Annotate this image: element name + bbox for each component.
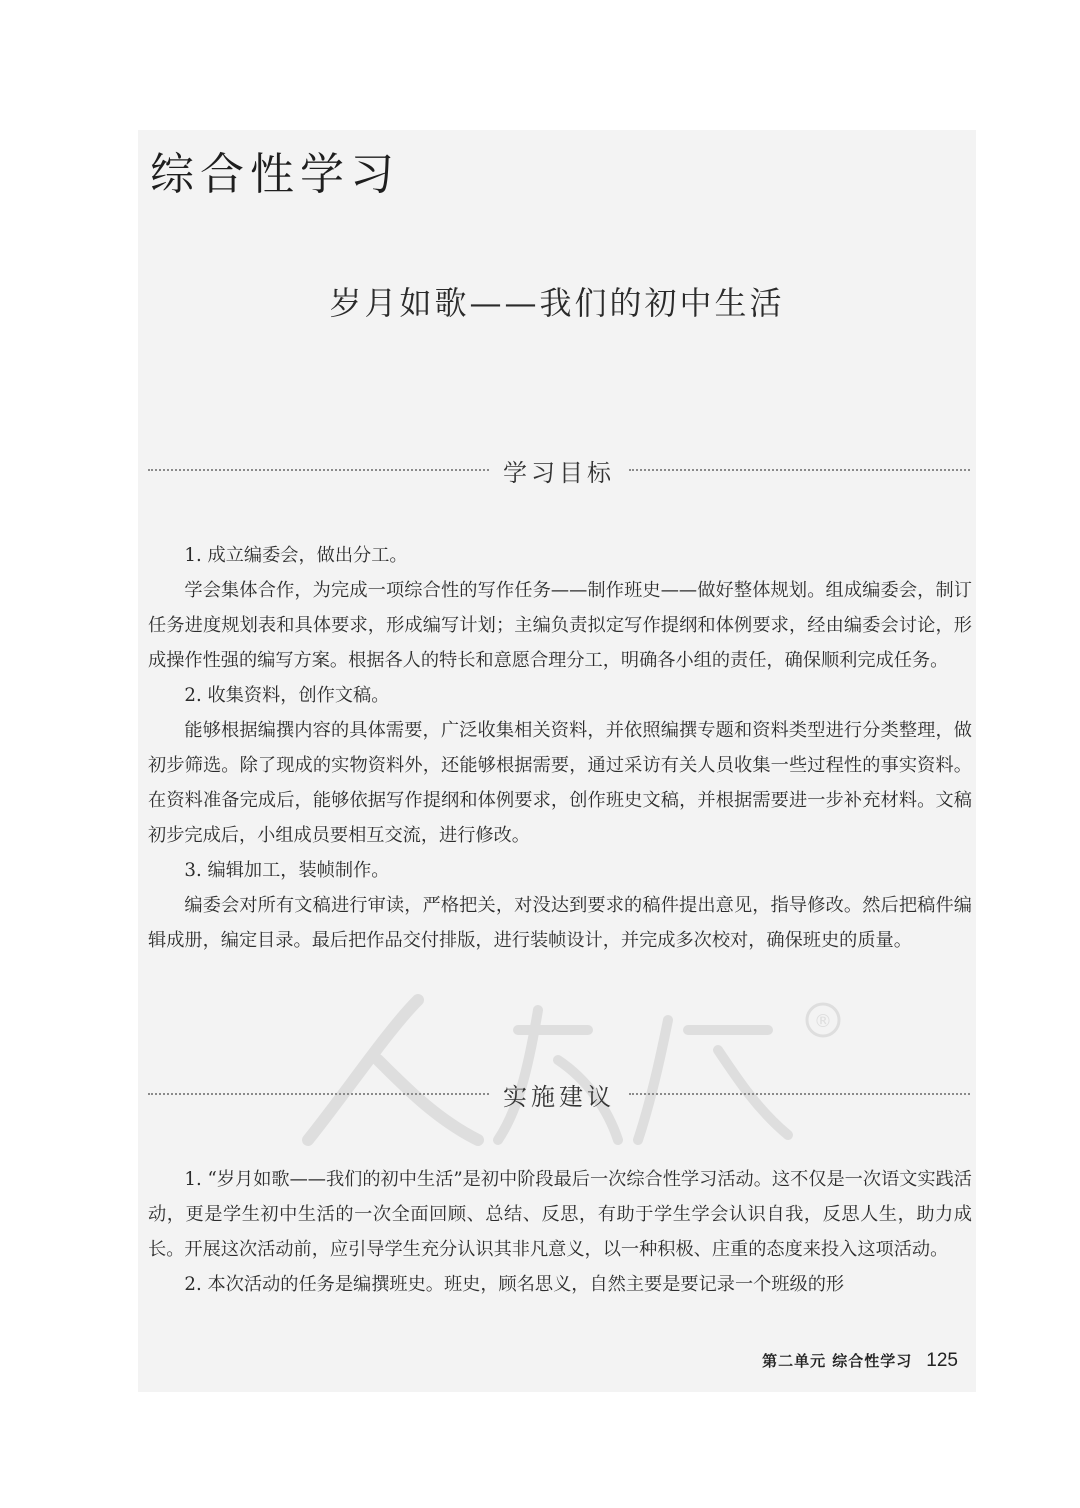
suggestions-heading-divider (148, 1074, 970, 1114)
textbook-page (138, 130, 976, 1392)
suggestions-body (148, 1162, 972, 1302)
page-number: 125 (926, 1350, 958, 1371)
goals-heading-divider (148, 450, 970, 490)
suggestion-item-2: 2. 本次活动的任务是编撰班史。班史，顾名思义，自然主要是要记录一个班级的形 (184, 1274, 845, 1295)
goals-heading: 学习目标 (503, 458, 615, 487)
footer-unit-label: 第二单元 综合性学习 (762, 1352, 913, 1370)
page-footer (762, 1350, 958, 1372)
goal-item-3-desc: 编委会对所有文稿进行审读，严格把关，对没达到要求的稿件提出意见，指导修改。然后把稿件编辑成册，编定目录。最后把作品交付排版，进行装帧设计，并完成多次校对，确保班史的质量。 (148, 895, 972, 951)
goal-item-2: 2. 收集资料，创作文稿。 (184, 685, 390, 706)
dotted-rule-right (629, 469, 970, 471)
goal-item-1-desc: 学会集体合作，为完成一项综合性的写作任务——制作班史——做好整体规划。组成编委会，制订任务进度规划表和具体要求，形成编写计划；主编负责拟定写作提纲和体例要求，经由编委会讨论，形成操作性强的编写方案。根据各人的特长和意愿合理分工，明确各小组的责任，确保顺利完成任务。 (148, 580, 972, 671)
dotted-rule-left (148, 469, 489, 471)
goals-body (148, 538, 972, 958)
watermark-registered-mark: ® (814, 1011, 832, 1032)
suggestion-item-1: 1. “岁月如歌——我们的初中生活”是初中阶段最后一次综合性学习活动。这不仅是一次语文实践活动，更是学生初中生活的一次全面回顾、总结、反思，有助于学生学会认识自我，反思人生，助力成长。开展这次活动前，应引导学生充分认识其非凡意义，以一种积极、庄重的态度来投入这项活动。 (148, 1169, 972, 1260)
dotted-rule-left (148, 1093, 489, 1095)
goal-item-1: 1. 成立编委会，做出分工。 (184, 545, 408, 566)
publisher-watermark (288, 990, 848, 1150)
goal-item-3: 3. 编辑加工，装帧制作。 (184, 860, 390, 881)
section-title: 综合性学习 (150, 149, 400, 200)
topic-title: 岁月如歌——我们的初中生活 (329, 284, 785, 322)
goal-item-2-desc: 能够根据编撰内容的具体需要，广泛收集相关资料，并依照编撰专题和资料类型进行分类整理，做初步筛选。除了现成的实物资料外，还能够根据需要，通过采访有关人员收集一些过程性的事实资料。在资料准备完成后，能够依据写作提纲和体例要求，创作班史文稿，并根据需要进一步补充材料。文稿初步完成后，小组成员要相互交流，进行修改。 (148, 720, 972, 846)
dotted-rule-right (629, 1093, 970, 1095)
suggestions-heading: 实施建议 (503, 1082, 615, 1111)
